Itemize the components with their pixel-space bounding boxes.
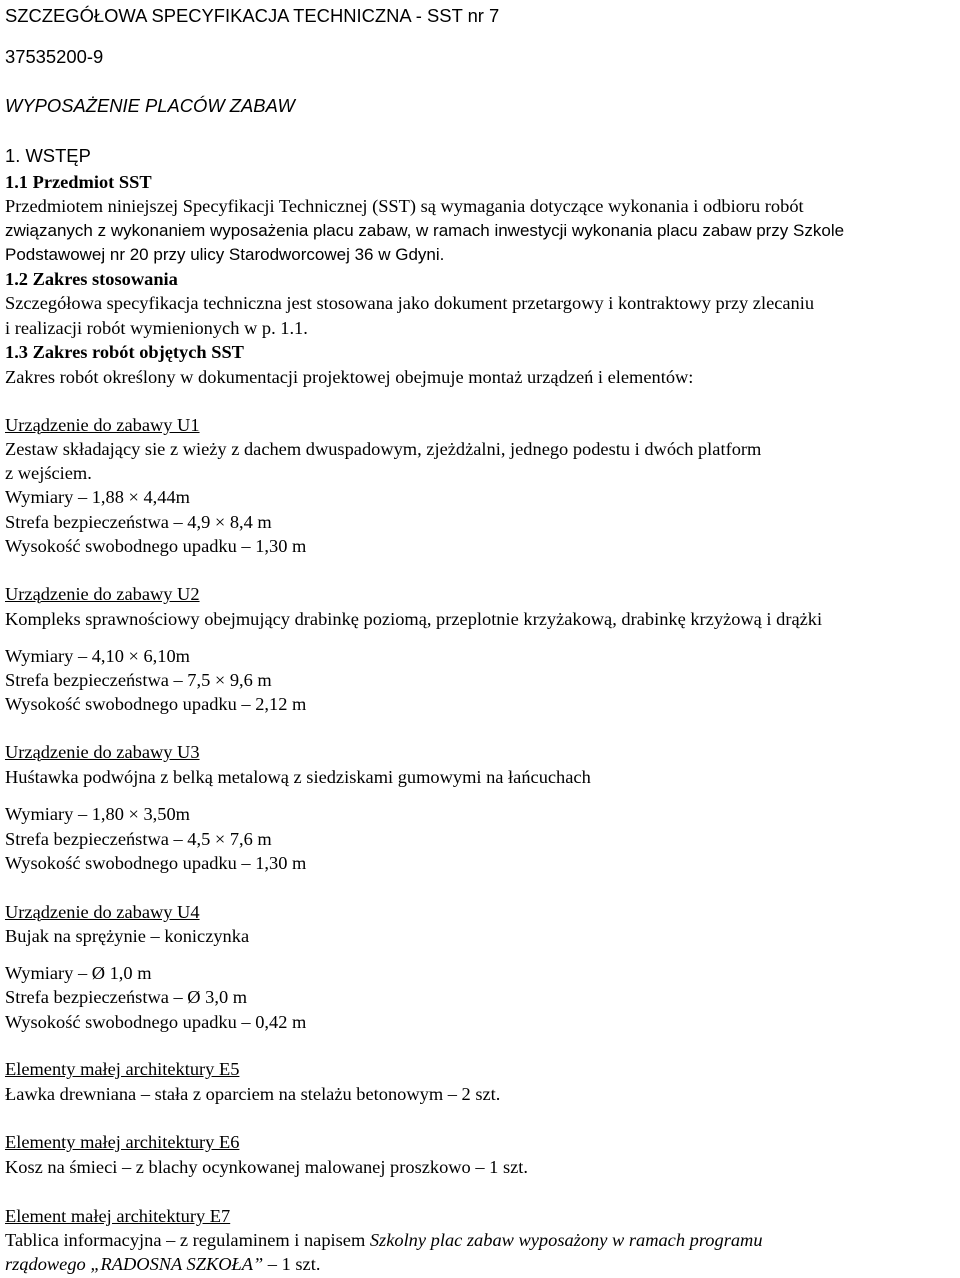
- document-title: SZCZEGÓŁOWA SPECYFIKACJA TECHNICZNA - SST nr 7: [5, 5, 500, 26]
- document-subject: WYPOSAŻENIE PLACÓW ZABAW: [5, 95, 295, 116]
- device-title: Urządzenie do zabawy U3: [5, 742, 200, 762]
- device-description: Huśtawka podwójna z belką metalową z siedziskami gumowymi na łańcuchach: [5, 767, 591, 787]
- element-description-text: Tablica informacyjna – z regulaminem i napisem: [5, 1230, 370, 1250]
- sign-text: rządowego „RADOSNA SZKOŁA”: [5, 1254, 264, 1274]
- paragraph-line: związanych z wykonaniem wyposażenia placu zabaw, w ramach inwestycji wykonania placu zabaw przy Szkole: [5, 221, 845, 240]
- device-dimensions: Wymiary – Ø 1,0 m: [5, 963, 152, 983]
- paragraph-line: i realizacji robót wymienionych w p. 1.1.: [5, 318, 308, 338]
- section-heading-1-1: 1.1 Przedmiot SST: [5, 172, 152, 192]
- device-description: Zestaw składający sie z wieży z dachem dwuspadowym, zjeżdżalni, jednego podestu i dwóch platform: [5, 439, 762, 459]
- device-safety-zone: Strefa bezpieczeństwa – 4,9 × 8,4 m: [5, 512, 272, 532]
- device-title: Urządzenie do zabawy U1: [5, 415, 200, 435]
- device-fall-height: Wysokość swobodnego upadku – 1,30 m: [5, 853, 307, 873]
- element-description: Ławka drewniana – stała z oparciem na stelażu betonowym – 2 szt.: [5, 1084, 501, 1104]
- element-description: [5, 1229, 763, 1251]
- paragraph-line: Podstawowej nr 20 przy ulicy Starodworcowej 36 w Gdyni.: [5, 245, 445, 264]
- device-dimensions: Wymiary – 1,80 × 3,50m: [5, 804, 190, 824]
- sign-text: Szkolny plac zabaw wyposażony w ramach programu: [369, 1230, 763, 1250]
- device-dimensions: Wymiary – 4,10 × 6,10m: [5, 646, 190, 666]
- section-heading-intro: 1. WSTĘP: [5, 145, 91, 166]
- device-title: Urządzenie do zabawy U4: [5, 902, 200, 922]
- device-safety-zone: Strefa bezpieczeństwa – 7,5 × 9,6 m: [5, 670, 272, 690]
- device-dimensions: Wymiary – 1,88 × 4,44m: [5, 487, 190, 507]
- device-fall-height: Wysokość swobodnego upadku – 1,30 m: [5, 536, 307, 556]
- device-safety-zone: Strefa bezpieczeństwa – 4,5 × 7,6 m: [5, 829, 272, 849]
- device-description: Kompleks sprawnościowy obejmujący drabinkę poziomą, przeplotnie krzyżakową, drabinkę krzyżową i drążki: [5, 609, 823, 629]
- section-heading-1-2: 1.2 Zakres stosowania: [5, 269, 178, 289]
- device-title: Urządzenie do zabawy U2: [5, 584, 200, 604]
- paragraph-line: Przedmiotem niniejszej Specyfikacji Technicznej (SST) są wymagania dotyczące wykonania i odbioru robót: [5, 196, 804, 216]
- device-fall-height: Wysokość swobodnego upadku – 0,42 m: [5, 1012, 307, 1032]
- element-title: Element małej architektury E7: [5, 1206, 231, 1226]
- element-quantity: – 1 szt.: [263, 1254, 321, 1274]
- element-title: Elementy małej architektury E5: [5, 1059, 240, 1079]
- element-description: Kosz na śmieci – z blachy ocynkowanej malowanej proszkowo – 1 szt.: [5, 1157, 528, 1177]
- device-fall-height: Wysokość swobodnego upadku – 2,12 m: [5, 694, 307, 714]
- device-description: z wejściem.: [5, 463, 92, 483]
- cpv-code: 37535200-9: [5, 46, 104, 67]
- device-description: Bujak na sprężynie – koniczynka: [5, 926, 250, 946]
- element-title: Elementy małej architektury E6: [5, 1132, 240, 1152]
- device-safety-zone: Strefa bezpieczeństwa – Ø 3,0 m: [5, 987, 248, 1007]
- paragraph-line: Zakres robót określony w dokumentacji projektowej obejmuje montaż urządzeń i elementów:: [5, 367, 694, 387]
- paragraph-line: Szczegółowa specyfikacja techniczna jest stosowana jako dokument przetargowy i kontraktowy przy zlecaniu: [5, 293, 815, 313]
- element-description: [5, 1253, 320, 1275]
- section-heading-1-3: 1.3 Zakres robót objętych SST: [5, 342, 244, 362]
